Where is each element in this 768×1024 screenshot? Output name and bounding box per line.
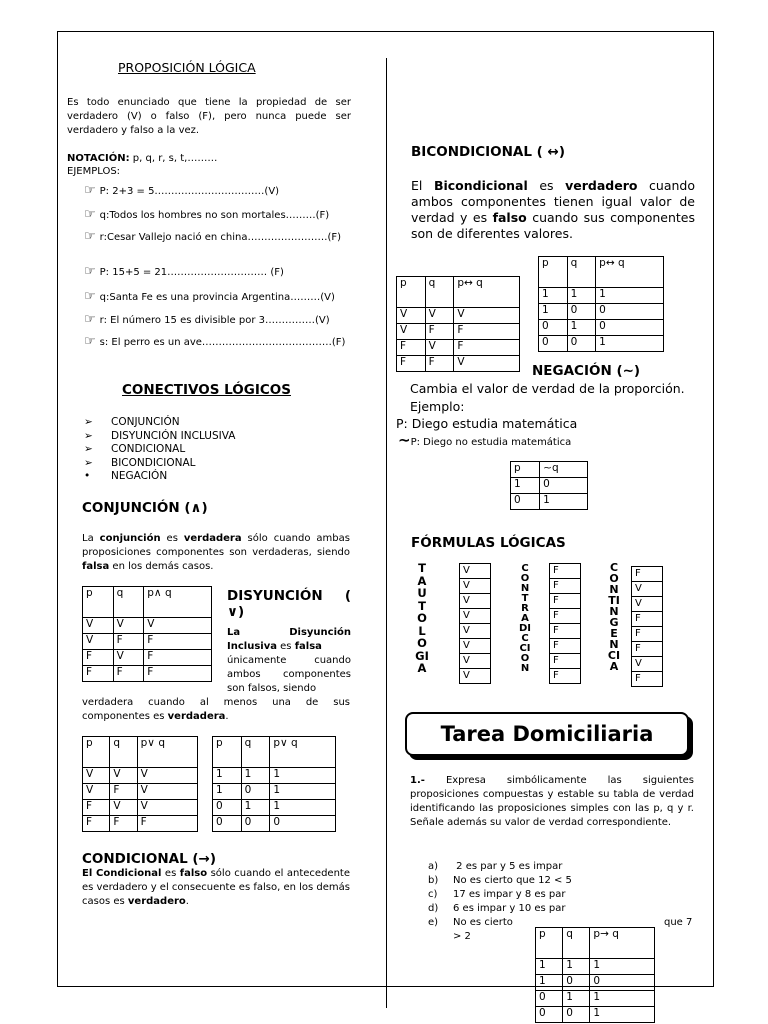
- table-cell: F: [397, 340, 426, 356]
- table-cell: V: [397, 308, 426, 324]
- list-item: ➢ CONDICIONAL: [84, 443, 186, 455]
- table-header-row: [550, 564, 581, 579]
- contradiction-label: CONTRADICCION: [518, 563, 532, 674]
- table-row: [213, 816, 336, 832]
- table-cell: V: [83, 634, 114, 650]
- table-header-row: [550, 654, 581, 669]
- conjunction-truth-table: [82, 586, 212, 682]
- table-cell: V: [83, 768, 110, 784]
- connectives-list: [84, 416, 235, 484]
- table-cell: V: [460, 669, 491, 684]
- table-cell: F: [83, 800, 110, 816]
- table-cell: 0: [270, 816, 336, 832]
- table-row: [83, 768, 198, 784]
- pointing-hand-icon: ☞: [84, 183, 96, 198]
- pointing-hand-icon: ☞: [84, 264, 96, 279]
- table-header-row: [632, 567, 663, 582]
- biconditional-truth-table-vf: [396, 276, 520, 372]
- table-row: [83, 650, 212, 666]
- table-cell: q: [113, 587, 144, 618]
- table-header-row: [632, 672, 663, 687]
- example-5: ☞ q:Santa Fe es una provincia Argentina………(V): [84, 289, 335, 304]
- table-header-row: [632, 597, 663, 612]
- table-header-row: [550, 639, 581, 654]
- table-row: [536, 959, 655, 975]
- table-cell: V: [460, 624, 491, 639]
- table-row: [536, 991, 655, 1007]
- table-cell: 1: [536, 975, 563, 991]
- table-header-row: [460, 609, 491, 624]
- disjunction-text-mid: únicamente cuando ambos componentes son falsos, siendo: [227, 655, 351, 694]
- table-cell: 1: [590, 991, 655, 1007]
- list-item: • NEGACIÓN: [84, 470, 168, 482]
- table-cell: 0: [213, 816, 242, 832]
- table-cell: p→ q: [590, 928, 655, 959]
- table-row: [539, 288, 664, 304]
- table-cell: V: [454, 356, 520, 372]
- table-cell: 1: [596, 336, 664, 352]
- table-header-row: [511, 462, 588, 478]
- table-cell: 1: [539, 304, 568, 320]
- table-cell: 0: [241, 784, 270, 800]
- table-cell: V: [632, 657, 663, 672]
- table-cell: F: [144, 650, 212, 666]
- table-cell: F: [113, 634, 144, 650]
- disjunction-truth-table-vf: [82, 736, 198, 832]
- intro-paragraph: Es todo enunciado que tiene la propiedad de ser verdadero (V) o falso (F), pero nunca puede ser verdadero y falso a la vez.: [67, 97, 351, 136]
- table-cell: F: [550, 654, 581, 669]
- table-row: [83, 784, 198, 800]
- task-e-tail: que 7: [664, 917, 693, 928]
- negation-truth-table: [510, 461, 588, 510]
- table-cell: 1: [540, 494, 588, 510]
- table-cell: V: [460, 564, 491, 579]
- table-cell: V: [113, 650, 144, 666]
- table-cell: p: [83, 737, 110, 768]
- table-cell: p: [213, 737, 242, 768]
- table-cell: 0: [213, 800, 242, 816]
- table-cell: V: [632, 597, 663, 612]
- table-header-row: [550, 579, 581, 594]
- example-4: ☞ P: 15+5 = 21………………………… (F): [84, 264, 284, 279]
- table-cell: F: [454, 324, 520, 340]
- table-row: [83, 816, 198, 832]
- table-cell: 0: [540, 478, 588, 494]
- list-item: b) No es cierto que 12 < 5: [428, 875, 572, 886]
- table-header-row: [632, 642, 663, 657]
- table-header-row: [83, 737, 198, 768]
- table-header-row: [632, 612, 663, 627]
- table-cell: 1: [511, 478, 540, 494]
- pointing-hand-icon: ☞: [84, 312, 96, 327]
- list-item: d) 6 es impar y 10 es par: [428, 903, 566, 914]
- table-cell: 1: [213, 768, 242, 784]
- table-cell: F: [83, 650, 114, 666]
- dot-bullet-icon: •: [84, 470, 91, 482]
- table-cell: F: [550, 609, 581, 624]
- table-row: [539, 320, 664, 336]
- table-cell: V: [110, 800, 137, 816]
- table-header-row: [460, 639, 491, 654]
- table-row: [511, 494, 588, 510]
- table-cell: V: [460, 594, 491, 609]
- disjunction-title: DISYUNCIÓN ( ∨): [227, 588, 351, 620]
- table-cell: 1: [590, 1007, 655, 1023]
- notation-label: NOTACIÓN:: [67, 153, 130, 164]
- table-cell: F: [550, 564, 581, 579]
- table-cell: 0: [511, 494, 540, 510]
- notation-text: p, q, r, s, t,………: [132, 153, 218, 164]
- table-cell: F: [83, 666, 114, 682]
- notation-line: [67, 152, 217, 166]
- table-header-row: [83, 587, 212, 618]
- example-6: ☞ r: El número 15 es divisible por 3……………(V): [84, 312, 330, 327]
- table-cell: 0: [536, 991, 563, 1007]
- contingency-label: CONTINGENCIA: [607, 561, 621, 673]
- table-cell: 1: [596, 288, 664, 304]
- table-row: [83, 800, 198, 816]
- example-2: ☞ q:Todos los hombres no son mortales………(F): [84, 207, 330, 222]
- disjunction-truth-table-binary: [212, 736, 336, 832]
- table-cell: F: [550, 669, 581, 684]
- table-cell: V: [454, 308, 520, 324]
- table-header-row: [550, 594, 581, 609]
- list-item: ➢ DISYUNCIÓN INCLUSIVA: [84, 429, 236, 442]
- table-cell: p: [536, 928, 563, 959]
- table-cell: V: [425, 308, 454, 324]
- conditional-truth-table: [535, 927, 655, 1023]
- table-cell: F: [454, 340, 520, 356]
- table-cell: ∼q: [540, 462, 588, 478]
- negation-title: NEGACIÓN (∼): [532, 363, 641, 379]
- table-cell: F: [632, 567, 663, 582]
- table-cell: 1: [241, 800, 270, 816]
- tautology-label: TAUTOLOGIA: [415, 561, 429, 675]
- table-cell: p: [83, 587, 114, 618]
- column-divider: [386, 58, 387, 1008]
- table-cell: F: [550, 639, 581, 654]
- table-cell: F: [550, 594, 581, 609]
- table-cell: F: [110, 784, 137, 800]
- table-cell: 0: [563, 1007, 590, 1023]
- examples-label: EJEMPLOS:: [67, 166, 121, 177]
- table-header-row: [460, 624, 491, 639]
- table-row: [536, 1007, 655, 1023]
- table-cell: V: [460, 609, 491, 624]
- table-row: [83, 634, 212, 650]
- table-header-row: [632, 657, 663, 672]
- table-header-row: [632, 582, 663, 597]
- table-row: [511, 478, 588, 494]
- disjunction-text-top: La Disyunción Inclusiva es falsa: [227, 627, 351, 652]
- negation-line-1: Cambia el valor de verdad de la proporción.: [410, 381, 685, 396]
- table-cell: q: [563, 928, 590, 959]
- table-cell: 0: [590, 975, 655, 991]
- table-cell: p↔ q: [596, 257, 664, 288]
- pointing-hand-icon: ☞: [84, 334, 96, 349]
- table-row: [536, 975, 655, 991]
- table-cell: p∨ q: [270, 737, 336, 768]
- table-cell: F: [632, 672, 663, 687]
- table-cell: 0: [539, 320, 568, 336]
- table-cell: V: [83, 618, 114, 634]
- table-cell: F: [137, 816, 197, 832]
- pointing-hand-icon: ☞: [84, 229, 96, 244]
- table-cell: 1: [270, 784, 336, 800]
- arrow-bullet-icon: ➢: [84, 456, 93, 469]
- table-cell: V: [137, 800, 197, 816]
- table-header-row: [550, 609, 581, 624]
- conjunction-title: CONJUNCIÓN (∧): [82, 500, 208, 516]
- homework-title-box: Tarea Domiciliaria: [405, 712, 689, 756]
- table-cell: 1: [563, 959, 590, 975]
- table-cell: 0: [596, 304, 664, 320]
- table-row: [83, 618, 212, 634]
- table-row: [539, 304, 664, 320]
- table-cell: 1: [270, 800, 336, 816]
- table-cell: 1: [567, 320, 596, 336]
- table-cell: 1: [536, 959, 563, 975]
- table-cell: F: [632, 627, 663, 642]
- table-cell: 0: [567, 304, 596, 320]
- table-header-row: [536, 928, 655, 959]
- list-item: e) No es cierto: [428, 917, 513, 928]
- biconditional-text: El Bicondicional es verdadero cuando ambos componentes tienen igual valor de verdad y es falso cuando sus componentes son de diferentes valores.: [411, 178, 695, 241]
- table-cell: F: [110, 816, 137, 832]
- negation-line-2: Ejemplo:: [410, 399, 465, 414]
- table-cell: V: [144, 618, 212, 634]
- conditional-title: CONDICIONAL (→): [82, 851, 217, 867]
- table-cell: 1: [590, 959, 655, 975]
- table-cell: p∧ q: [144, 587, 212, 618]
- table-cell: V: [460, 654, 491, 669]
- table-header-row: [460, 654, 491, 669]
- table-cell: 0: [563, 975, 590, 991]
- table-cell: p: [511, 462, 540, 478]
- table-cell: V: [632, 582, 663, 597]
- table-cell: F: [425, 324, 454, 340]
- table-cell: F: [550, 579, 581, 594]
- table-cell: 0: [241, 816, 270, 832]
- table-cell: q: [241, 737, 270, 768]
- example-7: ☞ s: El perro es un ave…………………………………(F): [84, 334, 346, 349]
- arrow-bullet-icon: ➢: [84, 429, 93, 442]
- table-row: [397, 308, 520, 324]
- table-cell: q: [110, 737, 137, 768]
- table-header-row: [460, 564, 491, 579]
- table-cell: F: [550, 624, 581, 639]
- table-cell: 0: [596, 320, 664, 336]
- table-cell: V: [110, 768, 137, 784]
- table-cell: V: [460, 639, 491, 654]
- table-header-row: [397, 277, 520, 308]
- tautology-column: [459, 563, 491, 684]
- table-header-row: [539, 257, 664, 288]
- pointing-hand-icon: ☞: [84, 207, 96, 222]
- table-header-row: [550, 624, 581, 639]
- table-header-row: [460, 579, 491, 594]
- table-cell: 1: [241, 768, 270, 784]
- table-row: [213, 800, 336, 816]
- table-cell: 1: [539, 288, 568, 304]
- table-cell: F: [144, 666, 212, 682]
- table-header-row: [460, 669, 491, 684]
- table-cell: 1: [567, 288, 596, 304]
- table-cell: 1: [213, 784, 242, 800]
- list-item: ➢ BICONDICIONAL: [84, 456, 196, 469]
- list-item: c) 17 es impar y 8 es par: [428, 889, 566, 900]
- table-cell: V: [83, 784, 110, 800]
- table-row: [397, 356, 520, 372]
- table-cell: F: [83, 816, 110, 832]
- table-cell: p: [539, 257, 568, 288]
- table-header-row: [213, 737, 336, 768]
- contradiction-column: [549, 563, 581, 684]
- task-e-continuation: > 2: [453, 931, 471, 942]
- table-cell: 1: [563, 991, 590, 1007]
- table-cell: p: [397, 277, 426, 308]
- list-item: ➢ CONJUNCIÓN: [84, 416, 180, 428]
- example-3: ☞ r:Cesar Vallejo nació en china……………………(F): [84, 229, 342, 244]
- task-items: [428, 860, 572, 930]
- task-1-text: 1.- Expresa simbólicamente las siguientes proposiciones compuestas y estable su tabla de verdad identificando las proposiciones simples con las p, q y r. Señale además su valor de verdad correspondiente.: [410, 775, 694, 828]
- table-cell: F: [397, 356, 426, 372]
- table-cell: F: [113, 666, 144, 682]
- contingency-column: [631, 566, 663, 687]
- table-cell: V: [137, 784, 197, 800]
- connectives-title: CONECTIVOS LÓGICOS: [122, 382, 291, 398]
- table-cell: 0: [536, 1007, 563, 1023]
- table-cell: 0: [539, 336, 568, 352]
- pointing-hand-icon: ☞: [84, 289, 96, 304]
- table-cell: V: [113, 618, 144, 634]
- table-header-row: [460, 594, 491, 609]
- biconditional-truth-table-binary: [538, 256, 664, 352]
- table-cell: p↔ q: [454, 277, 520, 308]
- table-cell: q: [567, 257, 596, 288]
- logical-formulas-title: FÓRMULAS LÓGICAS: [411, 535, 566, 551]
- negation-line-3: P: Diego estudia matemática: [396, 416, 578, 431]
- table-cell: V: [460, 579, 491, 594]
- arrow-bullet-icon: ➢: [84, 443, 93, 455]
- table-row: [397, 324, 520, 340]
- tilde-icon: ∼: [398, 431, 411, 449]
- table-cell: 0: [567, 336, 596, 352]
- table-cell: V: [425, 340, 454, 356]
- page-title: PROPOSICIÓN LÓGICA: [118, 60, 256, 75]
- list-item: a) 2 es par y 5 es impar: [428, 861, 563, 872]
- table-cell: F: [144, 634, 212, 650]
- disjunction-text-bottom: verdadera cuando al menos una de sus componentes es verdadera.: [82, 697, 350, 722]
- biconditional-title: BICONDICIONAL ( ↔): [411, 144, 566, 160]
- negation-example: ∼P: Diego no estudia matemática: [398, 431, 572, 449]
- table-cell: 1: [270, 768, 336, 784]
- table-header-row: [550, 669, 581, 684]
- table-row: [213, 768, 336, 784]
- arrow-bullet-icon: ➢: [84, 416, 93, 428]
- table-cell: p∨ q: [137, 737, 197, 768]
- table-row: [539, 336, 664, 352]
- conditional-text: El Condicional es falso sólo cuando el antecedente es verdadero y el consecuente es falso, en los demás casos es verdadero.: [82, 868, 350, 907]
- table-row: [397, 340, 520, 356]
- table-cell: V: [137, 768, 197, 784]
- table-cell: F: [632, 612, 663, 627]
- table-row: [213, 784, 336, 800]
- table-header-row: [632, 627, 663, 642]
- table-cell: F: [632, 642, 663, 657]
- table-cell: V: [397, 324, 426, 340]
- conjunction-text: La conjunción es verdadera sólo cuando ambas proposiciones componentes son verdaderas, siendo falsa en los demás casos.: [82, 533, 350, 572]
- example-1: ☞ P: 2+3 = 5……………………………(V): [84, 183, 280, 198]
- table-row: [83, 666, 212, 682]
- table-cell: F: [425, 356, 454, 372]
- table-cell: q: [425, 277, 454, 308]
